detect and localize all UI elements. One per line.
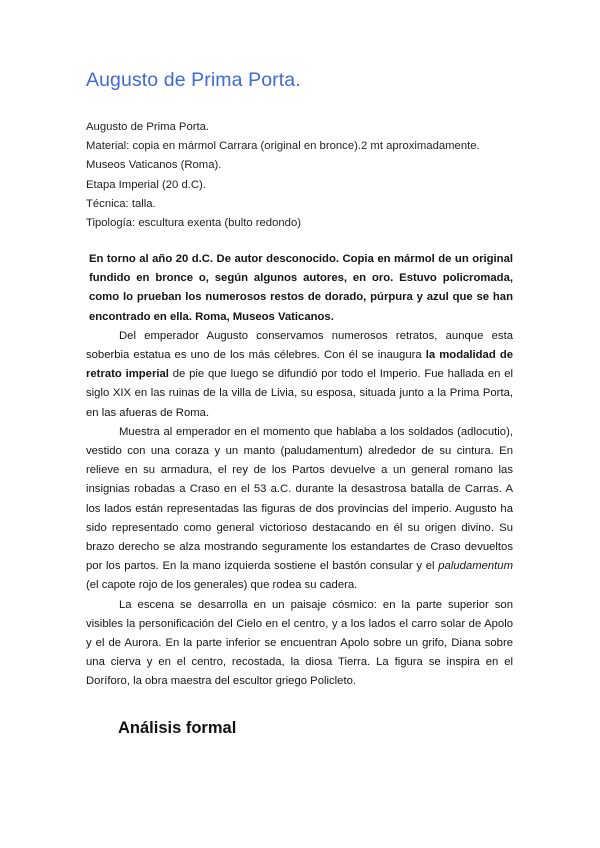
- paragraph-scene: La escena se desarrolla en un paisaje cósmico: en la parte superior son visibles la personificación del Cielo en el centro, y a los lados el carro solar de Apolo y el de Aurora. En la parte inferior se encuentran Apolo sobre un grifo, Diana sobre una cierva y en el centro, recostada, la diosa Tierra. La figura se inspira en el Doríforo, la obra maestra del escultor griego Policleto.: [86, 598, 513, 688]
- info-technique: Técnica: talla.: [86, 197, 156, 210]
- intro-paragraph: En torno al año 20 d.C. De autor desconocido. Copia en mármol de un original fundido en bronce o, según algunos autores, en oro. Estuvo policromada, como lo prueban los numerosos restos de dorado, púrpura y azul que se han encontrado en ella. Roma, Museos Vaticanos.: [89, 253, 513, 323]
- paragraph-description-text-b: (el capote rojo de los generales) que rodea su cadera.: [86, 579, 358, 592]
- info-typology: Tipología: escultura exenta (bulto redondo): [86, 217, 301, 230]
- paragraph-portrait-text-a: Del emperador Augusto conservamos numerosos retratos, aunque esta soberbia estatua es uno de los más célebres. Con él se inaugura: [86, 329, 513, 362]
- imperial-portrait-emphasis: la modalidad de retrato imperial: [86, 349, 514, 381]
- paragraph-description-text-a: Muestra al emperador en el momento que hablaba a los soldados (adlocutio), vestido con una coraza y un manto (paludamentum) alrededor de su cintura. En relieve en su armadura, el rey de los Partos devuelve a un general romano las insignias robadas a Craso en el 53 a.C. durante la desastrosa batalla de Carras. A los lados están representadas las figuras de dos provincias del imperio. Augusto ha sido representado como general victorioso destacando en él su origen divino. Su brazo derecho se alza mostrando seguramente los estandartes de Craso devueltos por los partos. En la mano izquierda sostiene el bastón consular y el: [86, 425, 513, 573]
- paragraph-portrait: [86, 327, 513, 423]
- info-material: Material: copia en mármol Carrara (original en bronce).2 mt aproximadamente.: [86, 140, 480, 153]
- section-heading-formal-analysis: Análisis formal: [118, 719, 237, 737]
- info-artwork-name: Augusto de Prima Porta.: [86, 121, 210, 133]
- commentary-body: [86, 250, 513, 692]
- paragraph-description: [86, 423, 513, 596]
- info-location: Museos Vaticanos (Roma).: [86, 159, 222, 172]
- paragraph-portrait-text-b: de pie que luego se difundió por todo el Imperio. Fue hallada en el siglo XIX en las ruinas de la villa de Livia, su esposa, situada junto a la Prima Porta, en las afueras de Roma.: [86, 368, 514, 419]
- artwork-info: [86, 118, 516, 233]
- document-title: Augusto de Prima Porta.: [86, 69, 301, 91]
- info-period: Etapa Imperial (20 d.C).: [86, 178, 206, 191]
- paludamentum-term: paludamentum: [438, 560, 513, 573]
